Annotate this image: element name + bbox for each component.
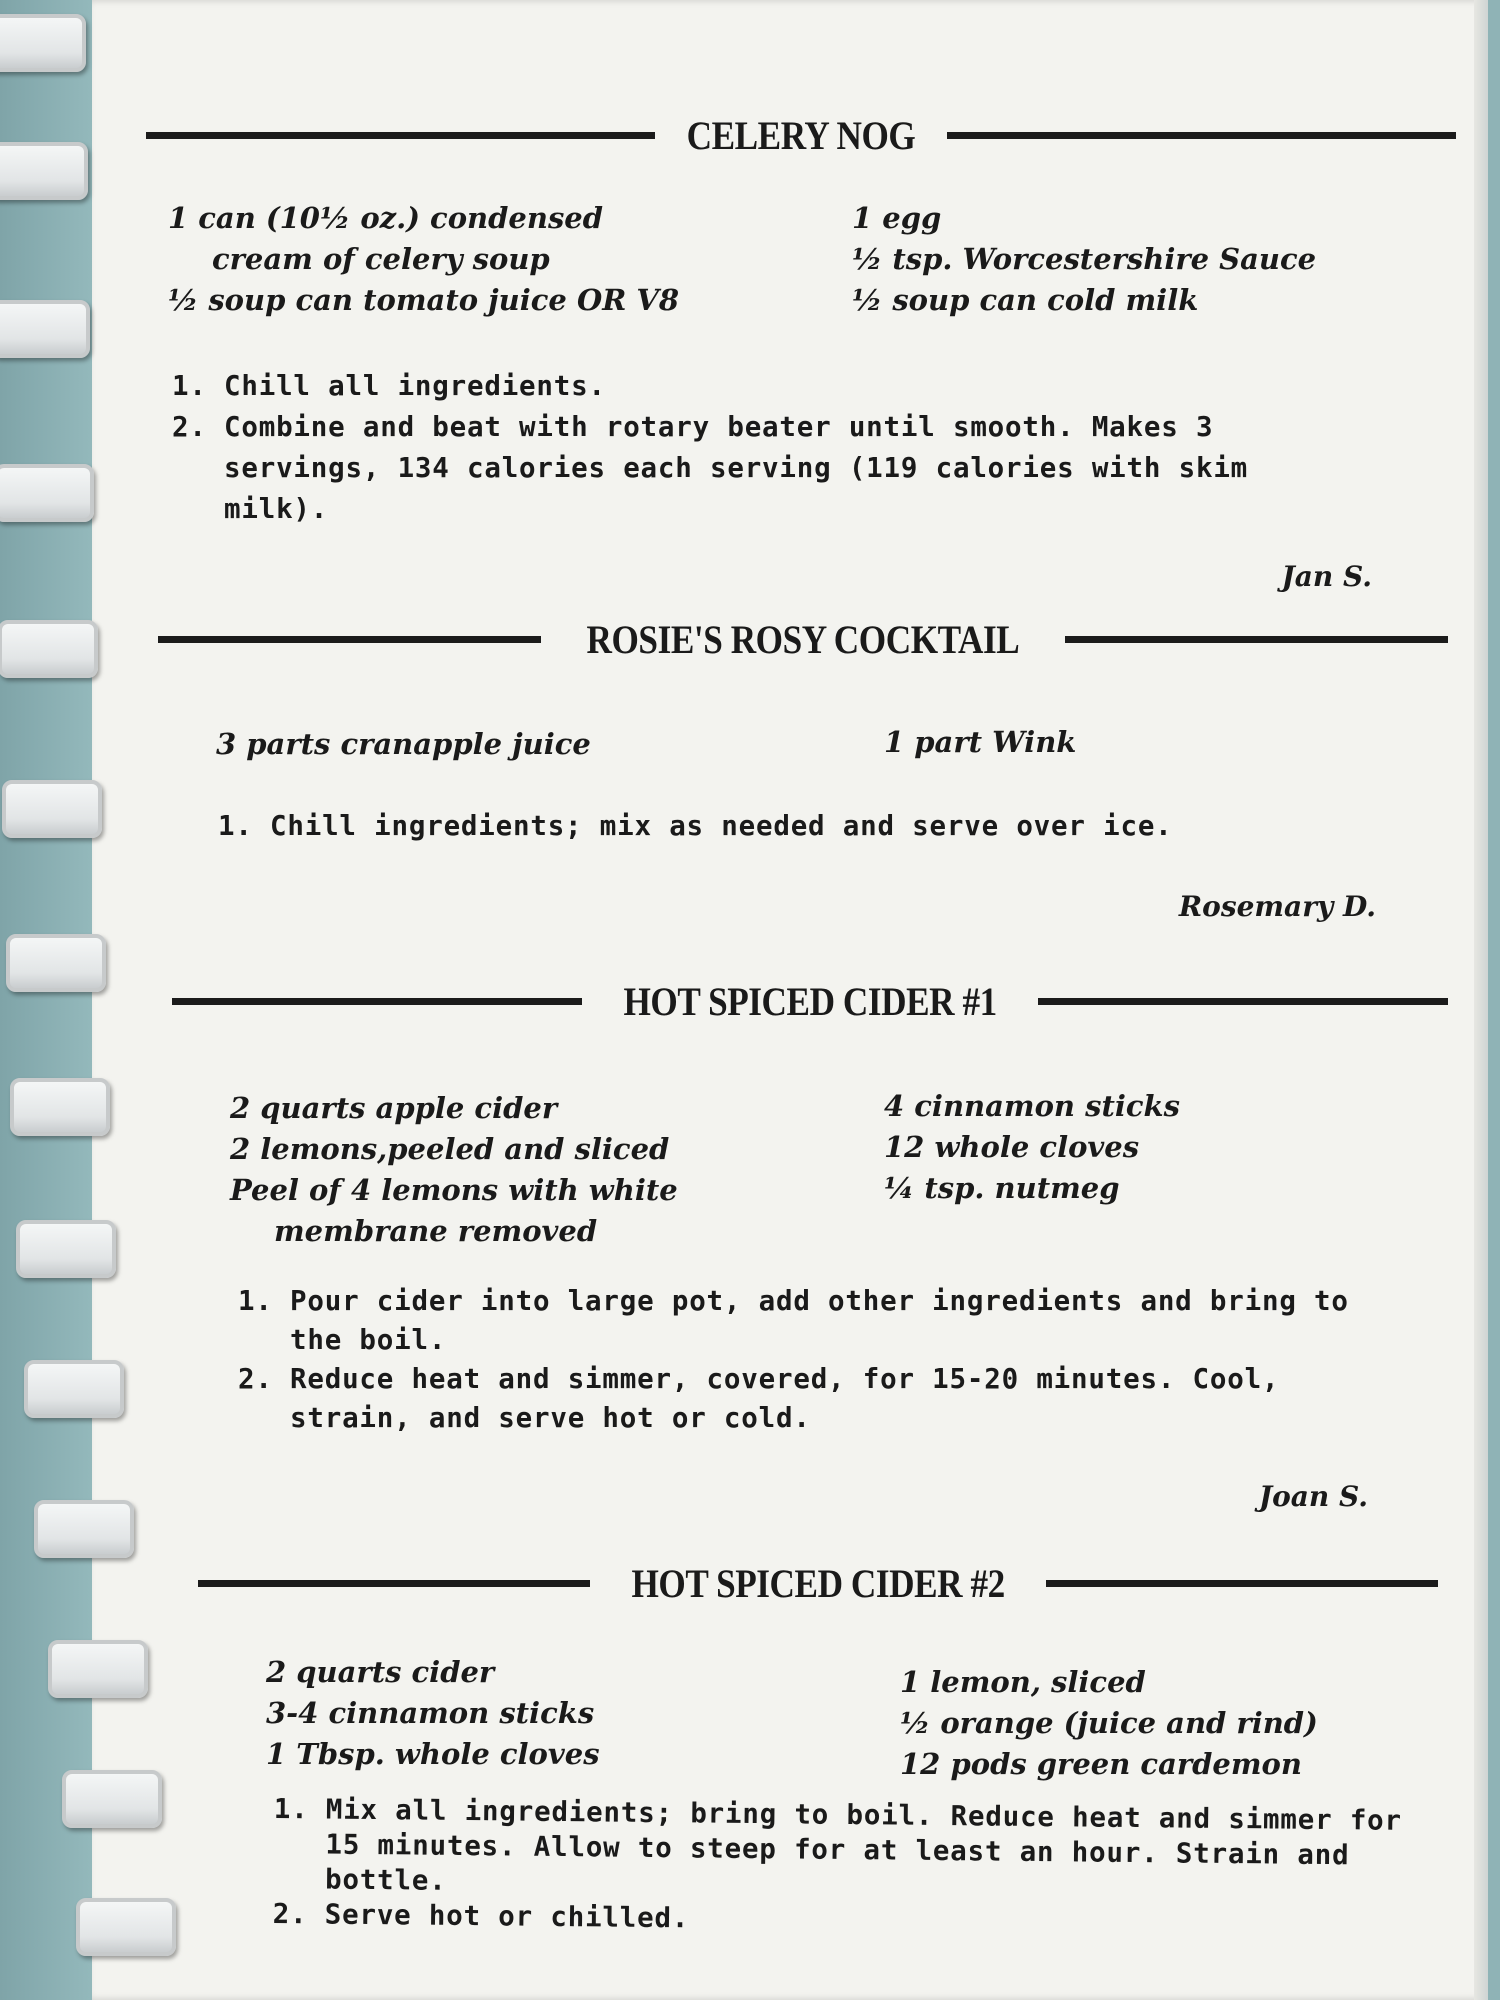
recipe-author: Rosemary D.: [1178, 890, 1376, 923]
ingredients-left: [230, 1088, 810, 1252]
step-text: Reduce heat and simmer, covered, for 15-20 minutes. Cool, strain, and serve hot or cold.: [290, 1363, 1280, 1434]
ingredients-right: [884, 1086, 1404, 1209]
step-text: Mix all ingredients; bring to boil. Reduce heat and simmer for 15 minutes. Allow to steep for at least an hour. Strain and bottle.: [324, 1793, 1403, 1897]
step: [218, 806, 1348, 847]
recipe-header: [158, 616, 1448, 663]
cookbook-page: [92, 0, 1488, 2000]
step-text: Serve hot or chilled.: [324, 1898, 690, 1935]
step-number: 1.: [273, 1793, 309, 1826]
step-text: Chill ingredients; mix as needed and serve over ice.: [270, 810, 1173, 842]
recipe-header: [172, 978, 1448, 1025]
ingredients-left: [168, 198, 788, 321]
ingredient: ½ soup can tomato juice OR V8: [168, 283, 680, 317]
ingredient: 12 whole cloves: [884, 1130, 1140, 1164]
recipe-author: Jan S.: [1281, 560, 1372, 593]
ingredient: 2 quarts cider: [266, 1655, 495, 1689]
binding-coil: [0, 300, 90, 358]
step-number: 2.: [238, 1363, 273, 1395]
title-rule-left: [198, 1580, 590, 1587]
recipe-title: CELERY NOG: [686, 113, 916, 158]
binding-coil: [34, 1500, 134, 1558]
ingredient: 12 pods green cardemon: [900, 1747, 1302, 1781]
ingredient: membrane removed: [274, 1214, 598, 1248]
ingredient: 1 part Wink: [884, 725, 1077, 759]
step: [273, 1792, 1404, 1909]
step-text: Chill all ingredients.: [224, 370, 606, 402]
title-rule-left: [172, 998, 582, 1005]
step: [172, 407, 1302, 530]
recipe-header: [198, 1560, 1438, 1607]
title-rule-right: [1038, 998, 1448, 1005]
instructions: [218, 806, 1348, 847]
step-number: 2.: [172, 411, 207, 443]
title-rule-left: [146, 132, 655, 139]
binding-coil: [76, 1898, 176, 1956]
title-rule-right: [1065, 636, 1448, 643]
recipe-author: Joan S.: [1258, 1480, 1368, 1513]
title-rule-right: [1046, 1580, 1438, 1587]
ingredient: 2 lemons,peeled and sliced: [230, 1132, 670, 1166]
ingredient: ½ orange (juice and rind): [900, 1706, 1318, 1740]
ingredient: ½ tsp. Worcestershire Sauce: [852, 242, 1317, 276]
title-rule-right: [947, 132, 1456, 139]
step-number: 2.: [272, 1897, 308, 1931]
binding-coil: [2, 780, 102, 838]
ingredient: 3-4 cinnamon sticks: [266, 1696, 595, 1730]
binding-coil: [0, 464, 94, 522]
title-rule-left: [158, 636, 541, 643]
binding-coil: [62, 1770, 162, 1828]
ingredient: ½ soup can cold milk: [852, 283, 1199, 317]
recipe-title: HOT SPICED CIDER #2: [631, 1561, 1005, 1606]
ingredient: Peel of 4 lemons with white: [230, 1173, 678, 1207]
step-number: 1.: [218, 810, 253, 842]
ingredient: 2 quarts apple cider: [230, 1091, 558, 1125]
ingredients-left: [266, 1652, 826, 1775]
binding-coil: [0, 620, 98, 678]
page-edge: [1474, 0, 1488, 2000]
step: [238, 1360, 1388, 1438]
ingredient: 3 parts cranapple juice: [216, 727, 591, 761]
binding-coil: [16, 1220, 116, 1278]
binding-coil: [0, 142, 88, 200]
ingredient: ¼ tsp. nutmeg: [884, 1171, 1120, 1205]
ingredients-right: [900, 1662, 1420, 1785]
ingredients-left: [216, 724, 796, 765]
ingredient: 1 lemon, sliced: [900, 1665, 1146, 1699]
binding-coil: [6, 934, 106, 992]
step-number: 1.: [172, 370, 207, 402]
binding-coil: [24, 1360, 124, 1418]
binding-coil: [10, 1078, 110, 1136]
instructions: [172, 366, 1302, 530]
ingredients-right: [884, 722, 1384, 763]
step-text: Pour cider into large pot, add other ingredients and bring to the boil.: [290, 1285, 1349, 1356]
step-number: 1.: [238, 1285, 273, 1317]
binding-coil: [48, 1640, 148, 1698]
ingredient: 1 egg: [852, 201, 942, 235]
recipe-title: ROSIE'S ROSY COCKTAIL: [586, 617, 1020, 662]
ingredients-right: [852, 198, 1412, 321]
binding-coil: [0, 14, 86, 72]
ingredient: 1 can (10½ oz.) condensed: [168, 201, 603, 235]
ingredient: 1 Tbsp. whole cloves: [266, 1737, 600, 1771]
step: [172, 366, 1302, 407]
instructions: [273, 1792, 1404, 1944]
step: [238, 1282, 1388, 1360]
instructions: [238, 1282, 1388, 1438]
ingredient: cream of celery soup: [212, 242, 550, 276]
step-text: Combine and beat with rotary beater until smooth. Makes 3 servings, 134 calories each serving (119 calories with skim milk).: [224, 411, 1249, 525]
recipe-title: HOT SPICED CIDER #1: [623, 979, 997, 1024]
recipe-header: [146, 112, 1456, 159]
ingredient: 4 cinnamon sticks: [884, 1089, 1180, 1123]
